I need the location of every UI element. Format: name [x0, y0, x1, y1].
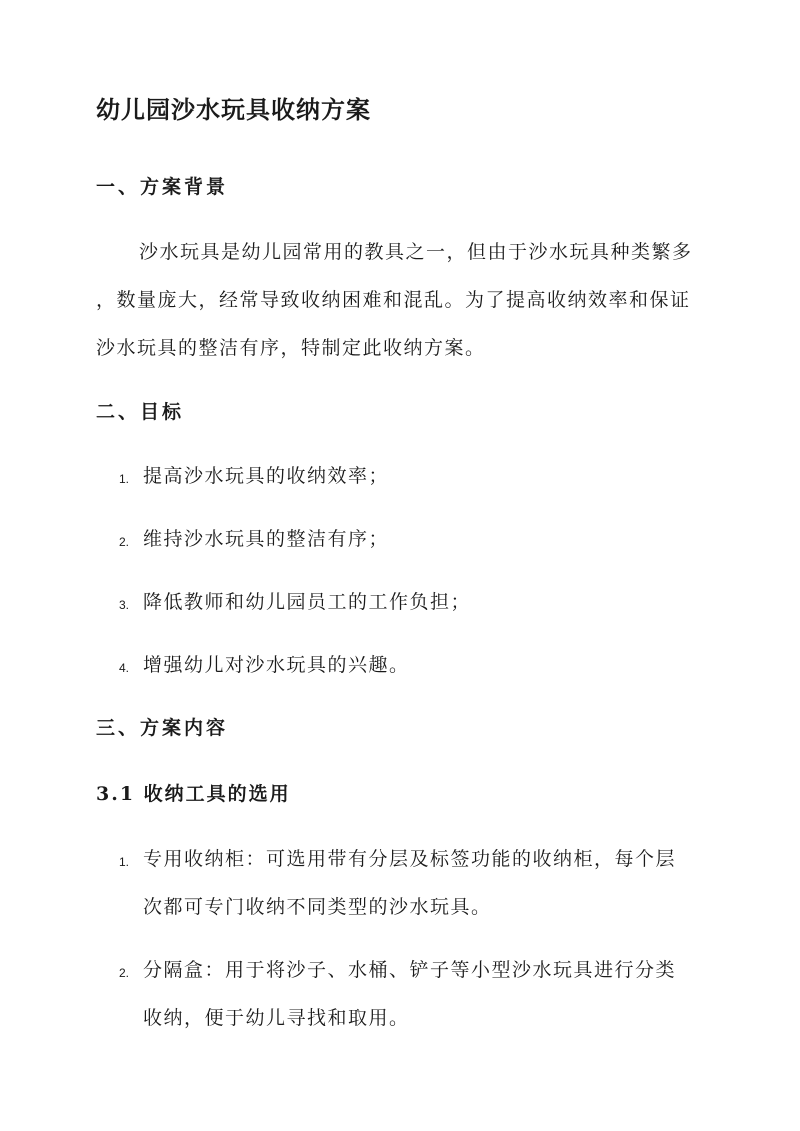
list-item-line: 分隔盒：用于将沙子、水桶、铲子等小型沙水玩具进行分类 — [143, 959, 677, 981]
list-number: 2. — [119, 966, 130, 980]
document-title: 幼儿园沙水玩具收纳方案 — [96, 95, 371, 124]
list-number: 2. — [119, 535, 130, 549]
list-item: 增强幼儿对沙水玩具的兴趣。 — [143, 654, 410, 676]
list-item: 降低教师和幼儿园员工的工作负担； — [143, 591, 472, 613]
list-item-line: 收纳，便于幼儿寻找和取用。 — [143, 1007, 410, 1029]
section-heading-goals: 二、目标 — [96, 401, 185, 423]
list-number: 1. — [119, 855, 130, 869]
paragraph-line: 沙水玩具的整洁有序，特制定此收纳方案。 — [96, 337, 486, 359]
list-item-line: 专用收纳柜：可选用带有分层及标签功能的收纳柜，每个层 — [143, 848, 677, 870]
list-number: 4. — [119, 661, 130, 675]
list-item: 维持沙水玩具的整洁有序； — [143, 528, 390, 550]
paragraph-line: ，数量庞大，经常导致收纳困难和混乱。为了提高收纳效率和保证 — [96, 289, 691, 311]
list-item-line: 次都可专门收纳不同类型的沙水玩具。 — [143, 896, 492, 918]
sub-heading-storage-tools: 3.1 收纳工具的选用 — [96, 783, 291, 805]
section-heading-content: 三、方案内容 — [96, 717, 229, 739]
list-number: 3. — [119, 598, 130, 612]
list-item: 提高沙水玩具的收纳效率； — [143, 465, 390, 487]
section-heading-background: 一、方案背景 — [96, 176, 229, 198]
list-number: 1. — [119, 472, 130, 486]
paragraph-line: 沙水玩具是幼儿园常用的教具之一，但由于沙水玩具种类繁多 — [139, 241, 693, 263]
